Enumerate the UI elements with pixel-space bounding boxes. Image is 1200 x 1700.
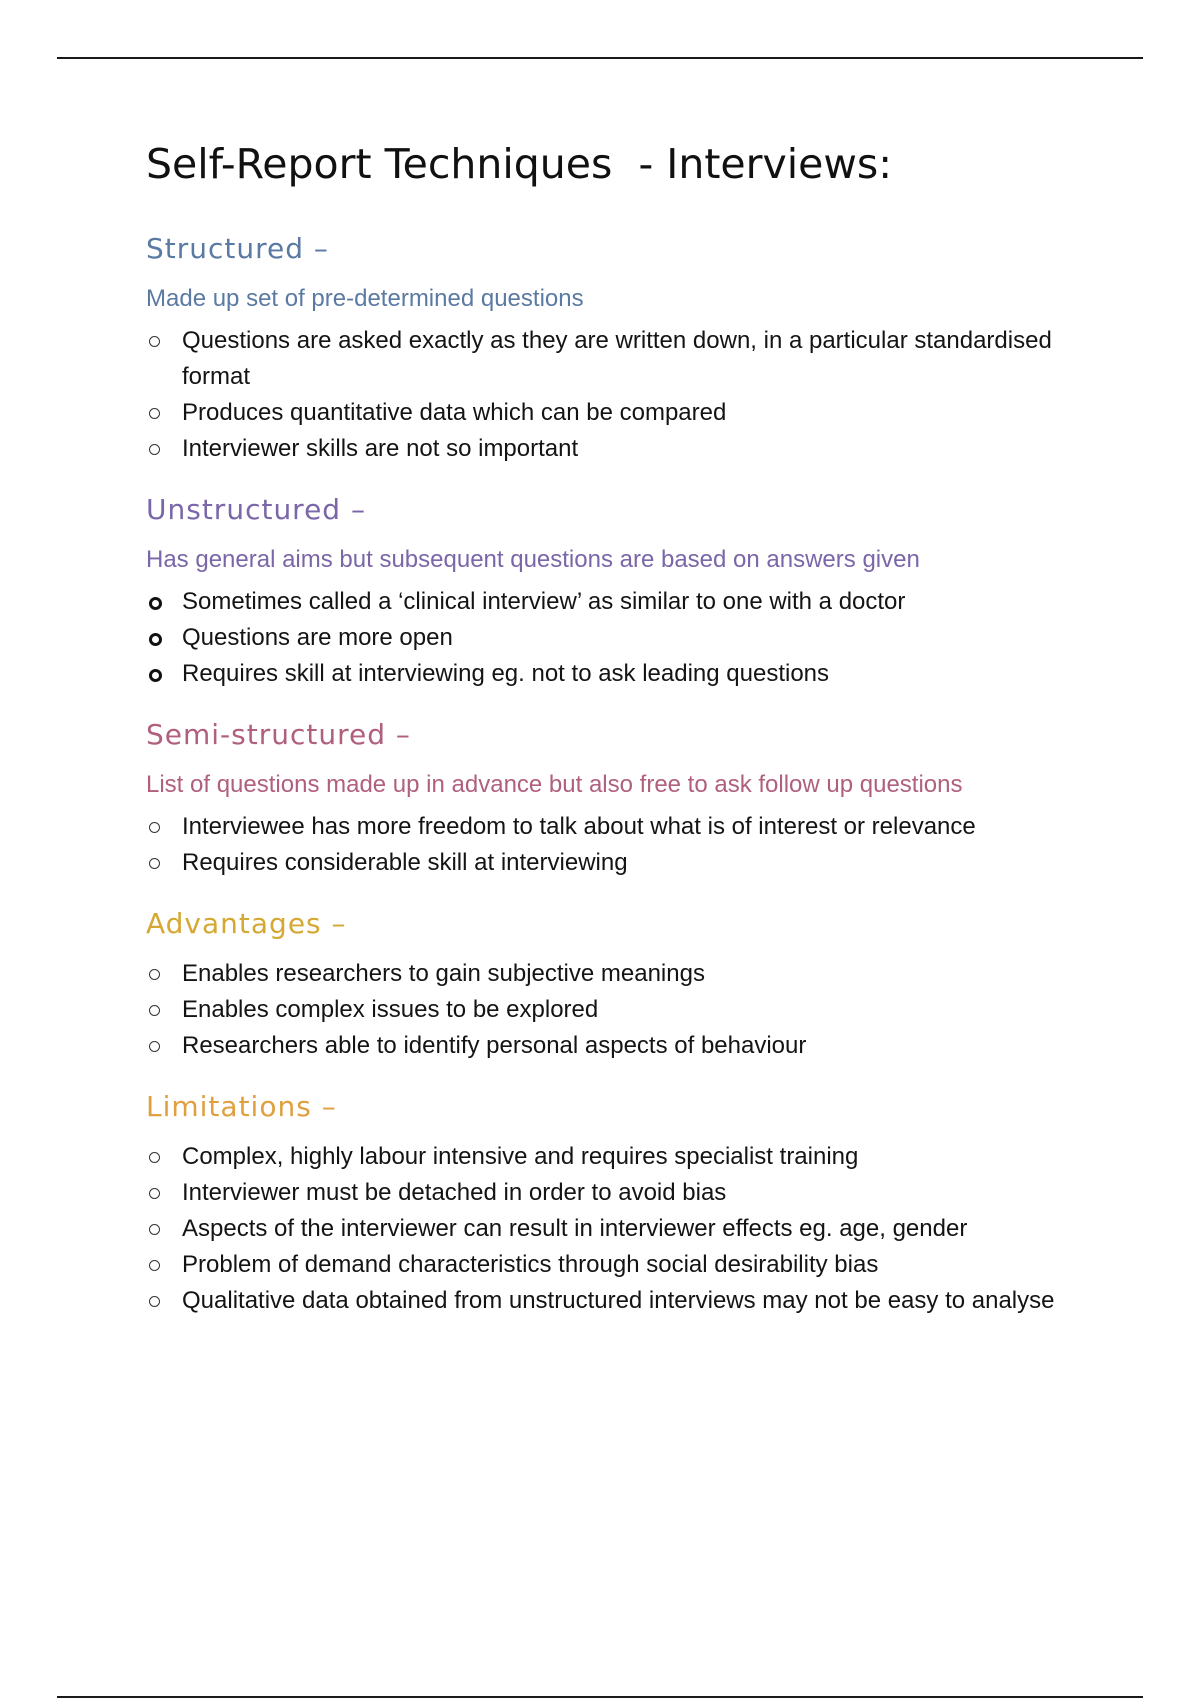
list-item: Interviewee has more freedom to talk about what is of interest or relevance — [146, 809, 1066, 845]
bullet-circle-icon — [149, 336, 160, 347]
section-limitations — [146, 1090, 1066, 1319]
list-item: Interviewer must be detached in order to avoid bias — [146, 1175, 1066, 1211]
advantages-heading: Advantages – — [146, 907, 347, 940]
list-item: Complex, highly labour intensive and requires specialist training — [146, 1139, 1066, 1175]
unstructured-intro: Has general aims but subsequent questions are based on answers given — [146, 546, 920, 573]
bullet-circle-icon — [149, 969, 160, 980]
bullet-circle-icon — [149, 822, 160, 833]
document-page — [146, 140, 1066, 1345]
bottom-rule — [57, 1696, 1143, 1698]
list-item: Interviewer skills are not so important — [146, 431, 1066, 467]
bullet-circle-icon — [149, 858, 160, 869]
list-item: Sometimes called a ‘clinical interview’ as similar to one with a doctor — [146, 584, 1066, 620]
bullet-circle-icon — [149, 633, 162, 646]
list-item: Requires skill at interviewing eg. not to ask leading questions — [146, 656, 1066, 692]
semi-structured-heading: Semi-structured – — [146, 718, 411, 751]
list-item: Problem of demand characteristics through social desirability bias — [146, 1247, 1066, 1283]
list-item: Aspects of the interviewer can result in interviewer effects eg. age, gender — [146, 1211, 1066, 1247]
list-item: Enables complex issues to be explored — [146, 992, 1066, 1028]
bullet-circle-icon — [149, 1152, 160, 1163]
bullet-circle-icon — [149, 408, 160, 419]
list-item: Questions are asked exactly as they are written down, in a particular standardised format — [146, 323, 1066, 395]
unstructured-heading: Unstructured – — [146, 493, 366, 526]
bullet-circle-icon — [149, 1005, 160, 1016]
bullet-circle-icon — [149, 1188, 160, 1199]
bullet-circle-icon — [149, 1296, 160, 1307]
unstructured-list — [146, 584, 1066, 692]
section-advantages — [146, 907, 1066, 1064]
limitations-heading: Limitations – — [146, 1090, 337, 1123]
advantages-list — [146, 956, 1066, 1064]
list-item: Requires considerable skill at interviewing — [146, 845, 1066, 881]
semi-structured-list — [146, 809, 1066, 881]
section-structured — [146, 232, 1066, 467]
list-item: Researchers able to identify personal aspects of behaviour — [146, 1028, 1066, 1064]
list-item: Qualitative data obtained from unstructured interviews may not be easy to analyse — [146, 1283, 1066, 1319]
semi-structured-intro: List of questions made up in advance but also free to ask follow up questions — [146, 771, 963, 798]
limitations-list — [146, 1139, 1066, 1319]
bullet-circle-icon — [149, 669, 162, 682]
list-item: Produces quantitative data which can be compared — [146, 395, 1066, 431]
bullet-circle-icon — [149, 1041, 160, 1052]
structured-list — [146, 323, 1066, 467]
bullet-circle-icon — [149, 597, 162, 610]
section-semi-structured — [146, 718, 1066, 881]
top-rule — [57, 57, 1143, 59]
section-unstructured — [146, 493, 1066, 692]
list-item: Questions are more open — [146, 620, 1066, 656]
bullet-circle-icon — [149, 444, 160, 455]
structured-heading: Structured – — [146, 232, 329, 265]
structured-intro: Made up set of pre-determined questions — [146, 285, 584, 312]
bullet-circle-icon — [149, 1224, 160, 1235]
page-title: Self-Report Techniques - Interviews: — [146, 140, 893, 188]
list-item: Enables researchers to gain subjective meanings — [146, 956, 1066, 992]
bullet-circle-icon — [149, 1260, 160, 1271]
